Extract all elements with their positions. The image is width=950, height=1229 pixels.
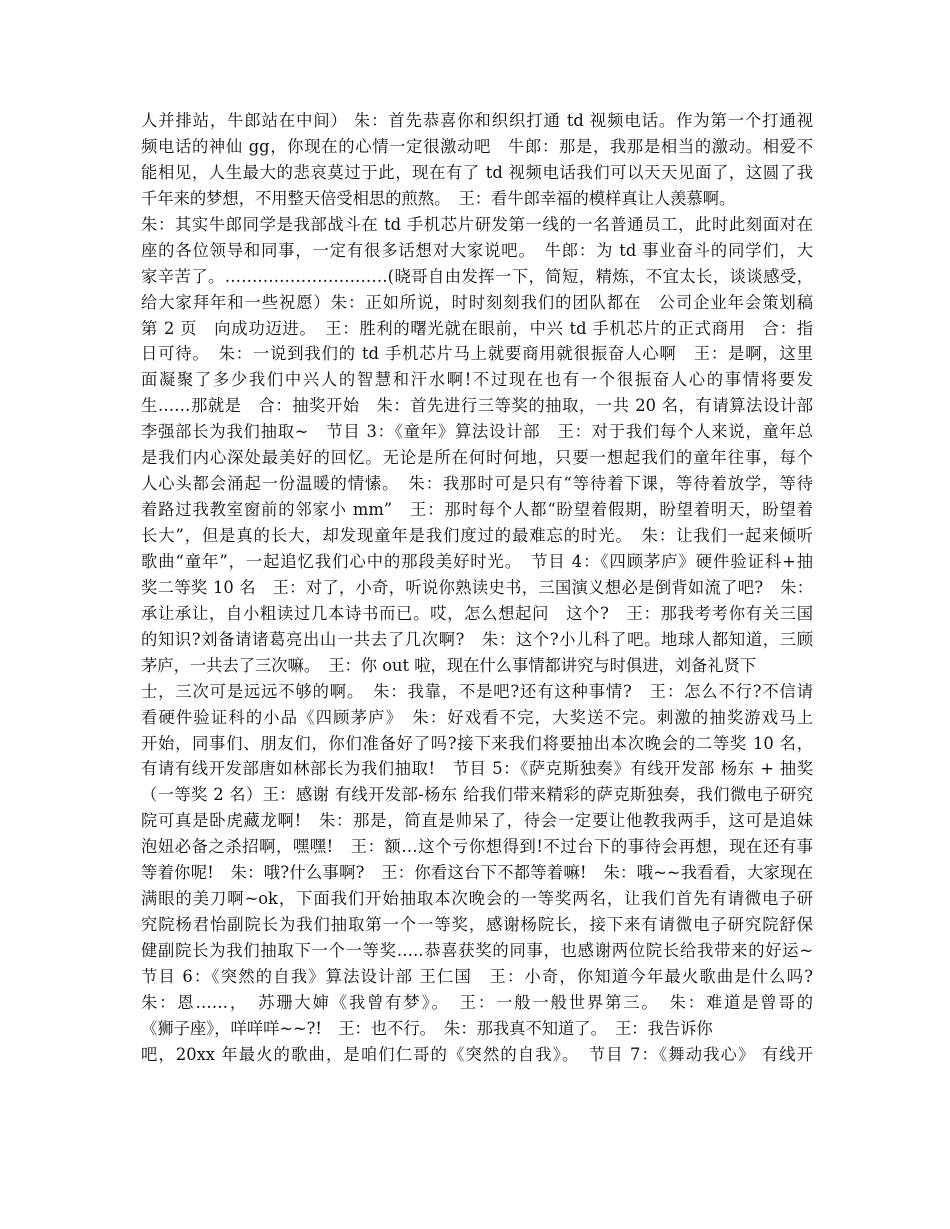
text-line: 座的各位领导和同事，一定有很多话想对大家说吧。 牛郎：为 td 事业奋斗的同学们，大 [141, 240, 813, 260]
text-line: 能相见，人生最大的悲哀莫过于此，现在有了 td 视频电话我们可以天天见面了，这圆了我 [141, 162, 813, 182]
text-line: 等着你呢! 朱：哦?什么事啊? 王：你看这台下不都等着嘛! 朱：哦~~我看看，大家现在 [141, 863, 813, 883]
text-line: 第 2 页 向成功迈进。 王：胜利的曙光就在眼前，中兴 td 手机芯片的正式商用 合：指 [141, 318, 813, 338]
text-line: 士，三次可是远远不够的啊。 朱：我靠，不是吧?还有这种事情? 王：怎么不行?不信请 [141, 681, 813, 701]
text-line: 的知识?刘备请诸葛亮出山一共去了几次啊? 朱：这个?小儿科了吧。地球人都知道，三顾 [141, 629, 813, 649]
document-page [141, 108, 813, 1068]
text-line: 李强部长为我们抽取~ 节目 3：《童年》算法设计部 王：对于我们每个人来说，童年总 [141, 422, 813, 442]
text-line: 茅庐，一共去了三次嘛。 王：你 out 啦，现在什么事情都讲究与时俱进，刘备礼贤下 [141, 655, 757, 675]
text-line: 歌曲“童年”，一起追忆我们心中的那段美好时光。 节目 4：《四顾茅庐》硬件验证科+抽 [141, 551, 813, 571]
text-line: 有请有线开发部唐如林部长为我们抽取! 节目 5：《萨克斯独奏》有线开发部 杨东 + 抽奖 [141, 759, 813, 779]
text-line: 《狮子座》，咩咩咩~~?! 王：也不行。 朱：那我真不知道了。 王：我告诉你 [141, 1018, 713, 1038]
text-line: 朱：其实牛郎同学是我部战斗在 td 手机芯片研发第一线的一名普通员工，此时此刻面对在 [141, 214, 813, 234]
text-line: 千年来的梦想，不用整天倍受相思的煎熬。 王：看牛郎幸福的模样真让人羡慕啊。 [141, 188, 736, 208]
text-line: 着路过我教室窗前的邻家小 mm” 王：那时每个人都“盼望着假期，盼望着明天，盼望着 [141, 500, 813, 520]
text-line: 满眼的美刀啊~ok，下面我们开始抽取本次晚会的一等奖两名，让我们首先有请微电子研 [141, 889, 813, 909]
text-line: 院可真是卧虎藏龙啊! 朱：那是，简直是帅呆了，待会一定要让他教我两手，这可是追妹 [141, 811, 813, 831]
text-line: 日可待。 朱：一说到我们的 td 手机芯片马上就要商用就很振奋人心啊 王：是啊，这里 [141, 344, 813, 364]
text-line: 长大”，但是真的长大，却发现童年是我们度过的最难忘的时光。 朱：让我们一起来倾听 [141, 526, 813, 545]
text-line: 承让承让，自小粗读过几本诗书而已。哎，怎么想起问 这个? 王：那我考考你有关三国 [141, 603, 813, 623]
text-line: 人并排站，牛郎站在中间） 朱：首先恭喜你和织织打通 td 视频电话。作为第一个打通视 [141, 111, 813, 130]
text-line: 泡妞必备之杀招啊，嘿嘿! 王：额…这个亏你想得到!不过台下的事待会再想，现在还有事 [141, 837, 813, 857]
text-line: 节目 6：《突然的自我》算法设计部 王仁国 王：小奇，你知道今年最火歌曲是什么吗? [141, 966, 813, 986]
text-line: 健副院长为我们抽取下一个一等奖…..恭喜获奖的同事，也感谢两位院长给我带来的好运~ [141, 941, 813, 960]
text-line: 是我们内心深处最美好的回忆。无论是所在何时何地，只要一想起我们的童年往事，每个 [141, 448, 813, 468]
text-line: 家辛苦了。…………………………(晓哥自由发挥一下，简短，精炼，不宜太长，谈谈感受， [141, 266, 813, 286]
text-line: 吧，20xx 年最火的歌曲，是咱们仁哥的《突然的自我》。 节目 7：《舞动我心》 有线开 [141, 1044, 813, 1064]
text-line: 看硬件验证科的小品《四顾茅庐》 朱：好戏看不完，大奖送不完。刺激的抽奖游戏马上 [141, 707, 813, 727]
text-line: 生……那就是 合：抽奖开始 朱：首先进行三等奖的抽取，一共 20 名，有请算法设计部 [141, 396, 813, 416]
text-line: 给大家拜年和一些祝愿）朱：正如所说，时时刻刻我们的团队都在 公司企业年会策划稿 [141, 292, 813, 312]
text-line: 究院杨君怡副院长为我们抽取第一个一等奖，感谢杨院长，接下来有请微电子研究院舒保 [141, 915, 813, 935]
text-line: 频电话的神仙 gg，你现在的心情一定很激动吧 牛郎：那是，我那是相当的激动。相爱不 [141, 136, 813, 156]
text-line: 奖二等奖 10 名 王：对了，小奇，听说你熟读史书，三国演义想必是倒背如流了吧? 朱： [141, 577, 813, 597]
text-line: 开始，同事们、朋友们，你们准备好了吗?接下来我们将要抽出本次晚会的二等奖 10 名， [141, 733, 813, 753]
text-line: 面凝聚了多少我们中兴人的智慧和汗水啊!不过现在也有一个很振奋人心的事情将要发 [141, 370, 813, 390]
text-line: 朱：恩……， 苏珊大婶《我曾有梦》。 王：一般一般世界第三。 朱：难道是曾哥的 [141, 992, 813, 1012]
text-line: （一等奖 2 名）王：感谢 有线开发部-杨东 给我们带来精彩的萨克斯独奏，我们微电子研究 [141, 785, 813, 805]
text-line: 人心头都会涌起一份温暖的情愫。 朱：我那时可是只有“等待着下课，等待着放学，等待 [141, 474, 813, 494]
